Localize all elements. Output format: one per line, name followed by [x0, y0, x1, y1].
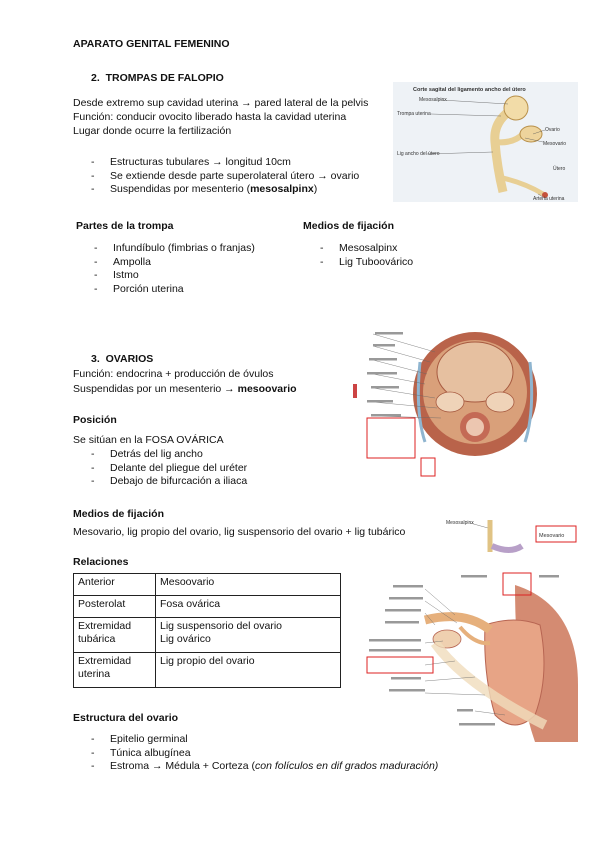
intro-line: Desde extremo sup cavidad uterina → pared lateral de la pelvis: [73, 97, 369, 109]
partes-heading: Partes de la trompa: [76, 220, 174, 232]
list-item: - Porción uterina: [94, 283, 255, 297]
table-row: [74, 618, 341, 653]
posicion-intro: Se sitúan en la FOSA OVÁRICA: [73, 434, 224, 446]
uterus-illustration: [365, 565, 578, 742]
figure-broad-ligament: [393, 82, 578, 202]
fig-label: Mesosalpinx: [446, 520, 474, 526]
bold-term: mesoovario: [237, 383, 297, 395]
medios-heading-trompa: Medios de fijación: [303, 220, 395, 232]
list-item: - Túnica albugínea: [91, 747, 438, 761]
medios-list-trompa: [320, 242, 413, 269]
section-heading-trompas: [91, 72, 224, 84]
fig-label: Útero: [553, 166, 566, 172]
ovarios-suspend: Suspendidas por un mesenterio → mesoovario: [73, 383, 297, 395]
fig-label: Ovario: [545, 127, 560, 133]
list-item: - Infundíbulo (fimbrias o franjas): [94, 242, 255, 256]
mesovario-illustration: [440, 516, 580, 556]
list-item: - Suspendidas por mesenterio (mesosalpinx): [91, 183, 359, 197]
list-item: - Ampolla: [94, 256, 255, 270]
relaciones-table: [73, 573, 341, 688]
list-item: - Istmo: [94, 269, 255, 283]
table-cell-value: Lig propio del ovario: [156, 653, 341, 688]
list-item: - Estructuras tubulares → longitud 10cm: [91, 156, 359, 170]
fig-label: Mesovario: [543, 141, 567, 147]
list-item: - Estroma → Médula + Corteza (con folículos en dif grados maduración): [91, 760, 438, 774]
estructura-heading: Estructura del ovario: [73, 712, 179, 724]
list-item: - Mesosalpinx: [320, 242, 413, 256]
table-row: [74, 596, 341, 618]
section-number: 3.: [91, 353, 100, 365]
medios-heading-ovario: Medios de fijación: [73, 508, 165, 520]
intro-line: Función: conducir ovocito liberado hasta la cavidad uterina: [73, 111, 347, 123]
fig-label: Mesovario: [539, 533, 565, 539]
table-cell-key: Anterior: [74, 574, 156, 596]
table-row: [74, 574, 341, 596]
section-heading-ovarios: [91, 353, 153, 365]
trompas-bullets: [91, 156, 359, 197]
table-cell-value: Fosa ovárica: [156, 596, 341, 618]
table-row: [74, 653, 341, 688]
pelvis-illustration: [345, 322, 538, 480]
fig-label: Mesosalpinx: [419, 97, 447, 103]
posicion-list: [91, 448, 247, 489]
table-cell-value: Lig suspensorio del ovario Lig ovárico: [156, 618, 341, 653]
italic-note: con folículos en dif grados maduración): [255, 760, 439, 772]
fig-label: Trompa uterina: [397, 111, 431, 117]
trompas-intro: [73, 96, 368, 138]
table-cell-value: Mesoovario: [156, 574, 341, 596]
table-cell-key: Extremidad tubárica: [74, 618, 156, 653]
figure-mesovario-inset: [440, 516, 580, 556]
figure-uterus-adnexa: [365, 565, 578, 742]
table-cell-key: Extremidad uterina: [74, 653, 156, 688]
figure-pelvis-view: [345, 322, 538, 480]
list-item: - Se extiende desde parte superolateral útero → ovario: [91, 170, 359, 184]
figure-caption: Corte sagital del ligamento ancho del útero: [413, 87, 526, 93]
intro-line: Lugar donde ocurre la fertilización: [73, 125, 232, 137]
relaciones-heading: Relaciones: [73, 556, 129, 568]
posicion-heading: Posición: [73, 414, 117, 426]
medios-text-ovario: Mesovario, lig propio del ovario, lig suspensorio del ovario + lig tubárico: [73, 526, 406, 538]
list-item: - Delante del pliegue del uréter: [91, 462, 247, 476]
section-title: OVARIOS: [105, 353, 154, 365]
fig-label: Lig ancho del útero: [397, 151, 440, 157]
broad-ligament-illustration: [393, 82, 578, 202]
list-item: - Epitelio germinal: [91, 733, 438, 747]
list-item: - Debajo de bifurcación a iliaca: [91, 475, 247, 489]
list-item: - Lig Tuboovárico: [320, 256, 413, 270]
ovarios-funcion: Función: endocrina + producción de óvulos: [73, 368, 274, 380]
section-number: 2.: [91, 72, 100, 84]
list-item: - Detrás del lig ancho: [91, 448, 247, 462]
partes-list: [94, 242, 255, 296]
bold-term: mesosalpinx: [250, 183, 314, 195]
fig-label: Arteria uterina: [533, 196, 565, 202]
section-title: TROMPAS DE FALOPIO: [105, 72, 224, 84]
document-title: APARATO GENITAL FEMENINO: [73, 38, 230, 50]
table-cell-key: Posterolat: [74, 596, 156, 618]
